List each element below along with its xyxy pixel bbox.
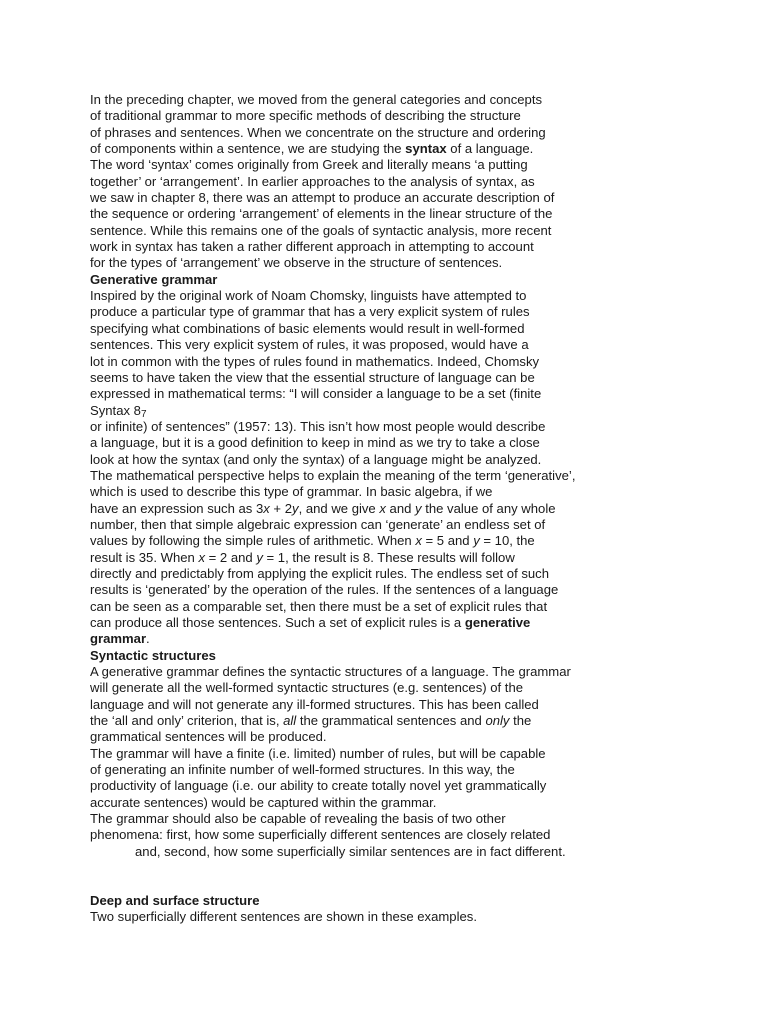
text-line xyxy=(90,321,730,337)
text-run: produce a particular type of grammar that has a very explicit system of rules xyxy=(90,304,530,320)
text-run: the ‘all and only’ criterion, that is, xyxy=(90,713,284,729)
text-line xyxy=(90,631,730,647)
text-line xyxy=(90,844,730,860)
text-run: the xyxy=(509,713,532,729)
text-line xyxy=(90,517,730,533)
text-run: In the preceding chapter, we moved from the general categories and concepts xyxy=(90,92,543,107)
text-line xyxy=(90,174,730,190)
text-line xyxy=(90,304,730,320)
text-line xyxy=(90,452,730,468)
text-run: The word ‘syntax’ comes originally from Greek and literally means ‘a putting xyxy=(90,157,528,173)
text-run: the grammatical sentences and xyxy=(296,713,486,729)
text-run: seems to have taken the view that the essential structure of language can be xyxy=(90,369,535,385)
italic-run: y xyxy=(415,500,422,516)
text-line xyxy=(90,795,730,811)
bold-run: syntax xyxy=(405,141,447,157)
text-run: lot in common with the types of rules found in mathematics. Indeed, Chomsky xyxy=(90,353,540,369)
text-line xyxy=(90,108,730,124)
text-run: will generate all the well-formed syntactic structures (e.g. sentences) of the xyxy=(90,680,524,696)
text-run: + 2 xyxy=(269,500,293,516)
text-run: look at how the syntax (and only the syntax) of a language might be analyzed. xyxy=(90,451,542,467)
text-run: = 1, the result is 8. These results will follow xyxy=(262,549,515,565)
text-run: specifying what combinations of basic elements would result in well-formed xyxy=(90,320,525,336)
text-line xyxy=(90,125,730,141)
italic-run: y xyxy=(292,500,299,516)
bold-run: generative xyxy=(464,615,531,630)
text-line xyxy=(90,337,730,353)
text-line xyxy=(90,206,730,222)
text-line xyxy=(90,288,730,304)
text-run: the sequence or ordering ‘arrangement’ of elements in the linear structure of the xyxy=(90,206,553,222)
indented-run: and, second, how some superficially similar sentences are in fact different. xyxy=(135,843,566,859)
text-line xyxy=(90,582,730,598)
text-run: sentences. This very explicit system of rules, it was proposed, would have a xyxy=(90,337,529,353)
text-run: of generating an infinite number of well-formed structures. In this way, the xyxy=(90,762,515,778)
text-line xyxy=(90,354,730,370)
text-run: have an expression such as 3 xyxy=(90,500,264,516)
italic-run: x xyxy=(263,500,270,516)
text-line xyxy=(90,157,730,173)
bold-run: grammar xyxy=(90,631,147,647)
text-run: we saw in chapter 8, there was an attempt to produce an accurate description of xyxy=(90,190,555,206)
text-run: A generative grammar defines the syntactic structures of a language. The grammar xyxy=(90,664,571,680)
text-line xyxy=(90,255,730,271)
text-line xyxy=(90,909,730,925)
text-run: expressed in mathematical terms: “I will consider a language to be a set (finite xyxy=(90,386,542,402)
italic-run: y xyxy=(256,549,263,565)
text-run: of traditional grammar to more specific methods of describing the structure xyxy=(90,108,521,124)
text-run: The grammar will have a finite (i.e. limited) number of rules, but will be capable xyxy=(90,745,546,761)
text-run: for the types of ‘arrangement’ we observe in the structure of sentences. xyxy=(90,255,503,271)
text-run: or infinite) of sentences” (1957: 13). This isn’t how most people would describe xyxy=(90,418,546,434)
text-line xyxy=(90,239,730,255)
text-run: Syntax 8 xyxy=(90,402,141,418)
text-run: directly and predictably from applying the explicit rules. The endless set of such xyxy=(90,565,550,581)
italic-run: x xyxy=(415,533,422,549)
text-run: together’ or ‘arrangement’. In earlier approaches to the analysis of syntax, as xyxy=(90,173,535,189)
text-run: can produce all those sentences. Such a set of explicit rules is a xyxy=(90,615,465,630)
italic-run: x xyxy=(198,549,205,565)
text-line xyxy=(90,729,730,745)
text-run: a language, but it is a good definition to keep in mind as we try to take a close xyxy=(90,435,540,451)
text-line xyxy=(90,92,730,108)
text-run: of phrases and sentences. When we concentrate on the structure and ordering xyxy=(90,124,546,140)
text-line xyxy=(90,599,730,615)
text-line xyxy=(90,403,730,419)
text-line xyxy=(90,501,730,517)
text-line xyxy=(90,811,730,827)
text-line xyxy=(90,664,730,680)
bold-run: Generative grammar xyxy=(90,271,218,287)
text-run: phenomena: first, how some superficially different sentences are closely related xyxy=(90,827,551,843)
text-line xyxy=(90,648,730,664)
text-run: Two superficially different sentences are shown in these examples. xyxy=(90,909,477,925)
text-line xyxy=(90,386,730,402)
text-line xyxy=(90,550,730,566)
text-run: and xyxy=(385,500,416,516)
text-run: work in syntax has taken a rather different approach in attempting to account xyxy=(90,239,534,255)
text-run: = 2 and xyxy=(204,549,257,565)
text-run: which is used to describe this type of grammar. In basic algebra, if we xyxy=(90,484,493,500)
text-line xyxy=(90,435,730,451)
text-run: grammatical sentences will be produced. xyxy=(90,729,327,745)
text-run: result is 35. When xyxy=(90,549,199,565)
text-run: Inspired by the original work of Noam Chomsky, linguists have attempted to xyxy=(90,288,527,304)
text-line xyxy=(90,713,730,729)
text-line xyxy=(90,746,730,762)
text-run: can be seen as a comparable set, then there must be a set of explicit rules that xyxy=(90,598,548,614)
text-line xyxy=(90,827,730,843)
text-run: of a language. xyxy=(446,141,534,157)
text-run: results is ‘generated’ by the operation of the rules. If the sentences of a language xyxy=(90,582,559,598)
blank-line xyxy=(90,860,730,893)
text-line xyxy=(90,141,730,157)
italic-run: only xyxy=(485,713,510,729)
text-line xyxy=(90,223,730,239)
text-line xyxy=(90,484,730,500)
text-line xyxy=(90,370,730,386)
text-line xyxy=(90,778,730,794)
text-run: sentence. While this remains one of the goals of syntactic analysis, more recent xyxy=(90,222,552,238)
text-run: of components within a sentence, we are studying the xyxy=(90,141,406,157)
text-run: = 10, the xyxy=(479,533,535,549)
bold-run: Syntactic structures xyxy=(90,647,216,663)
text-line xyxy=(90,680,730,696)
text-run: , and we give xyxy=(298,500,380,516)
text-run: language and will not generate any ill-formed structures. This has been called xyxy=(90,696,539,712)
text-line xyxy=(90,697,730,713)
bold-run: Deep and surface structure xyxy=(90,892,260,908)
text-line xyxy=(90,762,730,778)
text-run: the value of any whole xyxy=(421,500,556,516)
text-run: . xyxy=(146,631,150,647)
italic-run: y xyxy=(473,533,480,549)
text-run: The mathematical perspective helps to explain the meaning of the term ‘generative’, xyxy=(90,467,576,483)
text-run: = 5 and xyxy=(421,533,474,549)
text-run: productivity of language (i.e. our ability to create totally novel yet grammatically xyxy=(90,778,547,794)
text-line xyxy=(90,615,730,631)
text-line xyxy=(90,533,730,549)
text-line xyxy=(90,468,730,484)
text-line xyxy=(90,190,730,206)
text-line xyxy=(90,566,730,582)
text-run: The grammar should also be capable of revealing the basis of two other xyxy=(90,811,506,827)
document-body-text xyxy=(90,92,730,926)
text-run: values by following the simple rules of arithmetic. When xyxy=(90,533,416,549)
italic-run: x xyxy=(379,500,386,516)
text-run: accurate sentences) would be captured within the grammar. xyxy=(90,794,437,810)
text-line xyxy=(90,419,730,435)
text-run: number, then that simple algebraic expression can ‘generate’ an endless set of xyxy=(90,516,546,532)
subscript-run: 7 xyxy=(140,408,147,420)
text-line xyxy=(90,272,730,288)
text-line xyxy=(90,893,730,909)
italic-run: all xyxy=(283,713,297,729)
